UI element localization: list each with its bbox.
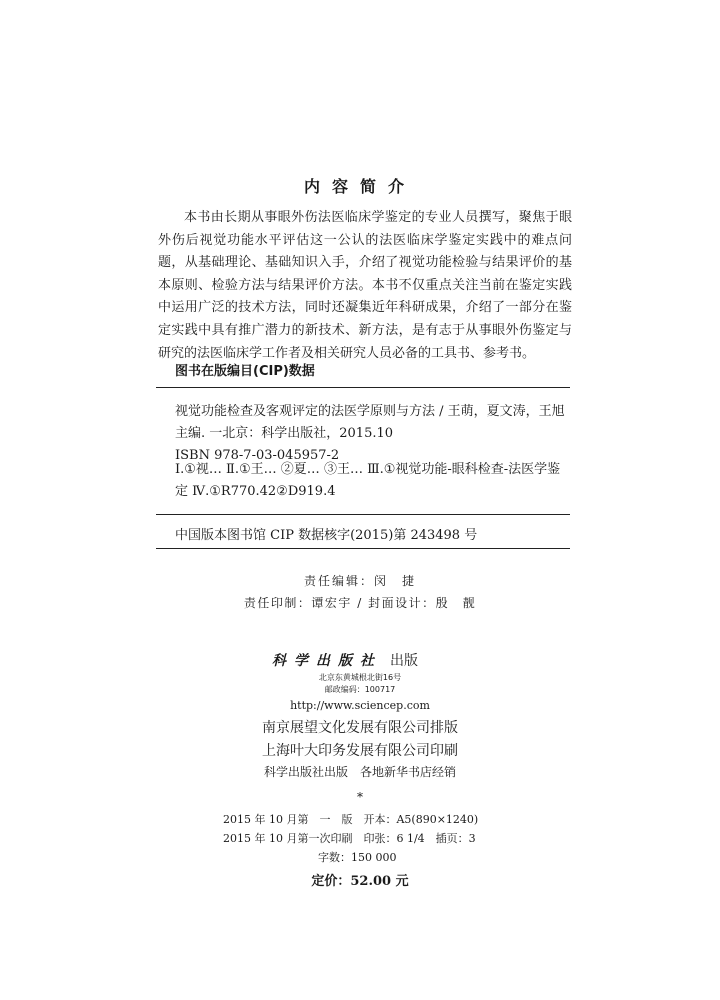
publisher-line — [272, 650, 418, 670]
cip-classification: Ⅰ.①视… Ⅱ.①王… ②夏… ③王… Ⅲ.①视觉功能-眼科检查-法医学鉴定 Ⅳ.①R770.42②D919.4 — [175, 462, 561, 499]
price: 定价：52.00 元 — [311, 874, 409, 889]
distribution: 科学出版社出版 各地新华书店经销 — [263, 765, 456, 779]
edition-row-2: 2015 年 10 月第一次印刷 印张：6 1/4 插页：3 — [223, 832, 476, 845]
typesetter: 南京展望文化发展有限公司排版 — [262, 720, 458, 736]
editor-credit: 责任编辑：闵 捷 — [303, 574, 416, 588]
publisher-name: 科学出版社 — [272, 653, 382, 669]
publisher-url: http://www.sciencep.com — [290, 699, 430, 712]
publisher-postcode: 邮政编码：100717 — [324, 685, 396, 694]
intro-body: 本书由长期从事眼外伤法医临床学鉴定的专业人员撰写，聚焦于眼外伤后视觉功能水平评估这一公认的法医临床学鉴定实践中的难点问题，从基础理论、基础知识入手，介绍了视觉功能检验与结果评价的基本原则、检验方法与结果评价方法。本书不仅重点关注当前在鉴定实践中运用广泛的技术方法，同时还凝集近年科研成果，介绍了一部分在鉴定实践中具有推广潜力的新技术、新方法，是有志于从事眼外伤鉴定与研究的法医临床学工作者及相关研究人员必备的工具书、参考书。 — [158, 210, 572, 361]
cip-title-block — [175, 401, 569, 467]
cip-isbn: ISBN 978-7-03-045957-2 — [175, 448, 340, 463]
cip-title-text: 视觉功能检查及客观评定的法医学原则与方法 / 王萌，夏文涛，王旭主编. 一北京：科学出版社，2015.10 — [175, 404, 565, 441]
cip-bottom-rule — [156, 548, 570, 549]
cip-middle-rule — [156, 514, 570, 515]
designer-credit: 责任印制：谭宏宇 / 封面设计：殷 靓 — [243, 596, 477, 610]
separator-asterisk: * — [357, 790, 363, 804]
publisher-address: 北京东黄城根北街16号 — [318, 673, 402, 682]
word-count: 字数：150 000 — [318, 851, 397, 864]
intro-title: 内容简介 — [303, 177, 416, 196]
cip-number: 中国版本图书馆 CIP 数据核字(2015)第 243498 号 — [175, 528, 478, 543]
edition-row-1: 2015 年 10 月第 一 版 开本：A5(890×1240) — [223, 813, 479, 826]
printer: 上海叶大印务发展有限公司印刷 — [262, 743, 458, 759]
cip-heading: 图书在版编目(CIP)数据 — [175, 364, 315, 379]
publisher-suffix: 出版 — [390, 653, 418, 669]
cip-top-rule — [156, 387, 570, 388]
